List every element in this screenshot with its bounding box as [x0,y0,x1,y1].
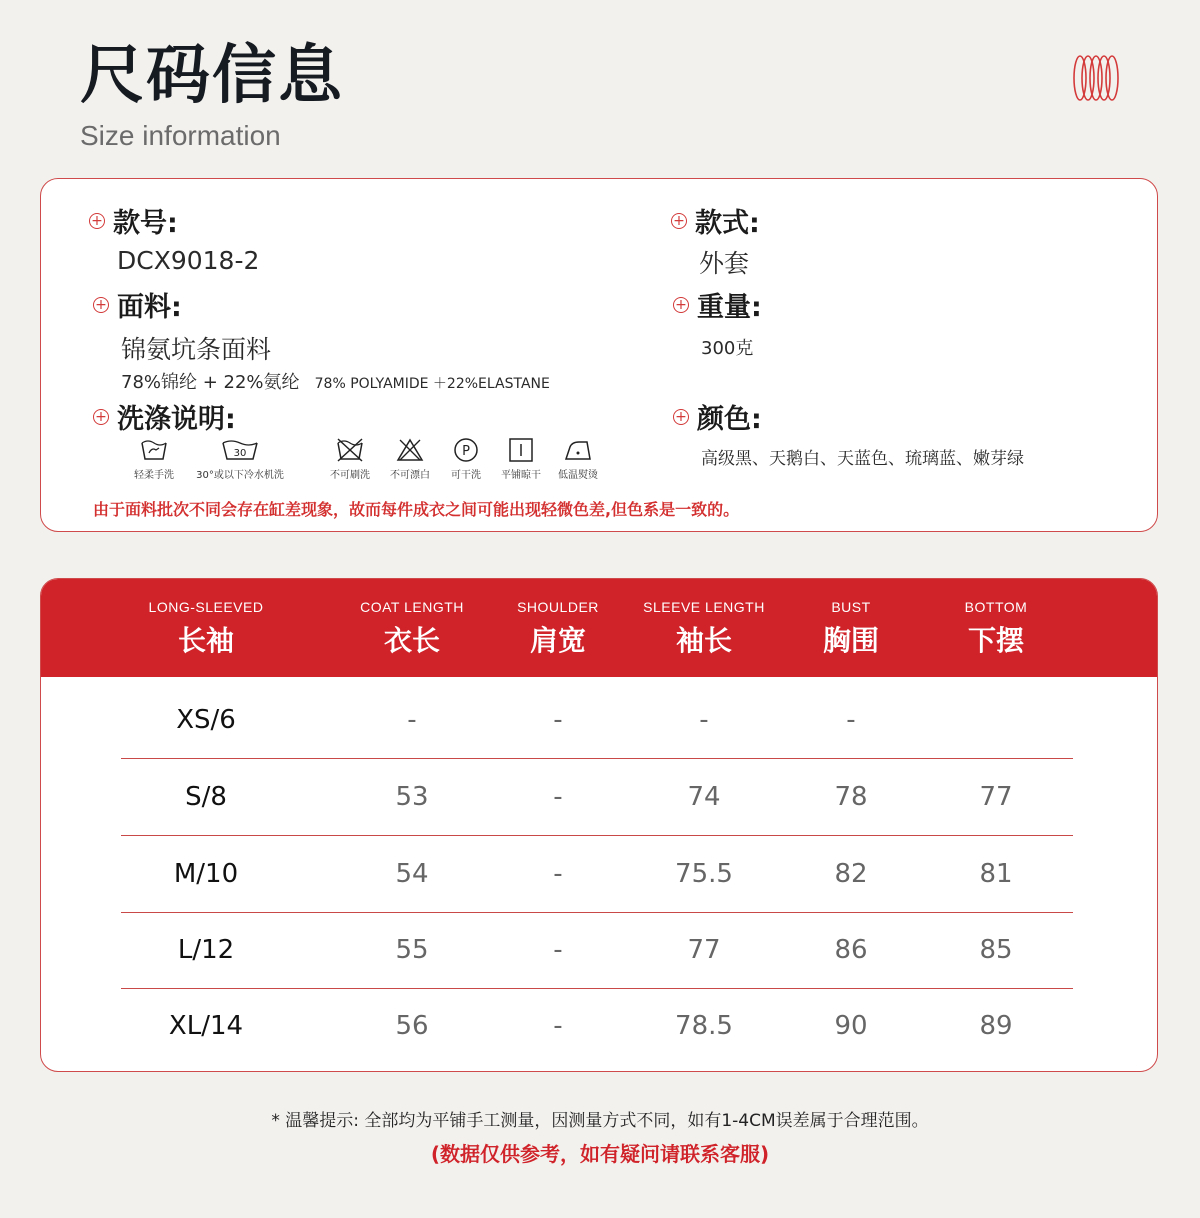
care-icons [119,437,599,487]
no-brush-icon: 不可刷洗 [315,437,385,481]
fabric-composition-en: 78% POLYAMIDE ＋22%ELASTANE [314,376,550,392]
measurement-note: * 温馨提示: 全部均为平铺手工测量，因测量方式不同，如有1-4CM误差属于合理范围。 [271,1111,929,1131]
dry-clean-p-icon: P 可干洗 [431,437,501,481]
no-bleach-icon: 不可漂白 [375,437,445,481]
disclaimer: (数据仅供参考，如有疑问请联系客服) [430,1142,770,1166]
plus-circle-icon: + [673,297,689,313]
table-row: XS/6 - - - - [121,683,1073,759]
color-difference-warning: 由于面料批次不同会存在缸差现象，故而每件成衣之间可能出现轻微色差,但色系是一致的。 [93,500,740,519]
table-row: L/12 55 - 77 86 85 [121,913,1073,989]
fabric-composition: 78%锦纶 + 22%氨纶 [121,372,300,393]
weight-value: 300克 [701,338,754,359]
color-label: 颜色: [697,404,762,435]
plus-circle-icon: + [93,297,109,313]
wash-field [93,397,236,436]
column-header: COAT LENGTH 衣长 [360,599,464,657]
size-table-header [41,579,1157,677]
page-subtitle: Size information [80,120,281,151]
rings-logo-icon [1070,52,1122,104]
plus-circle-icon: + [671,213,687,229]
style-no-value: DCX9018-2 [117,246,260,275]
page-title: 尺码信息 [80,39,344,113]
plus-circle-icon: + [673,409,689,425]
product-info-card [40,178,1158,532]
table-row: S/8 53 - 74 78 77 [121,760,1073,836]
style-no-field [89,201,259,275]
column-header: BUST 胸围 [822,599,879,657]
low-iron-icon: 低温熨烫 [543,437,613,481]
column-header: SLEEVE LENGTH 袖长 [643,599,765,657]
plus-circle-icon: + [89,213,105,229]
hand-wash-icon: 轻柔手洗 [119,437,189,481]
svg-text:30: 30 [233,448,247,459]
table-row: XL/14 56 - 78.5 90 89 [168,1011,1013,1041]
flat-dry-icon: 平铺晾干 [486,437,556,481]
color-value: 高级黑、天鹅白、天蓝色、琉璃蓝、嫩芽绿 [701,449,1024,469]
fabric-value: 锦氨坑条面料 [121,335,272,364]
fabric-field [93,285,550,394]
fabric-label: 面料: [117,292,182,323]
weight-field [673,285,762,360]
plus-circle-icon: + [93,409,109,425]
style-no-label: 款号: [113,208,178,239]
svg-text:P: P [462,444,470,459]
weight-label: 重量: [697,292,762,323]
type-field [671,201,760,280]
color-field [673,397,1024,469]
type-label: 款式: [695,208,760,239]
wash-label: 洗涤说明: [117,404,236,435]
column-header: LONG-SLEEVED 长袖 [148,599,264,657]
type-value: 外套 [699,249,750,278]
table-row: M/10 54 - 75.5 82 81 [121,837,1073,913]
column-header: BOTTOM 下摆 [964,599,1028,657]
machine-wash-30-icon: 30 30°或以下冷水机洗 [185,437,295,481]
size-table [40,578,1158,1072]
column-header: SHOULDER 肩宽 [517,599,599,657]
